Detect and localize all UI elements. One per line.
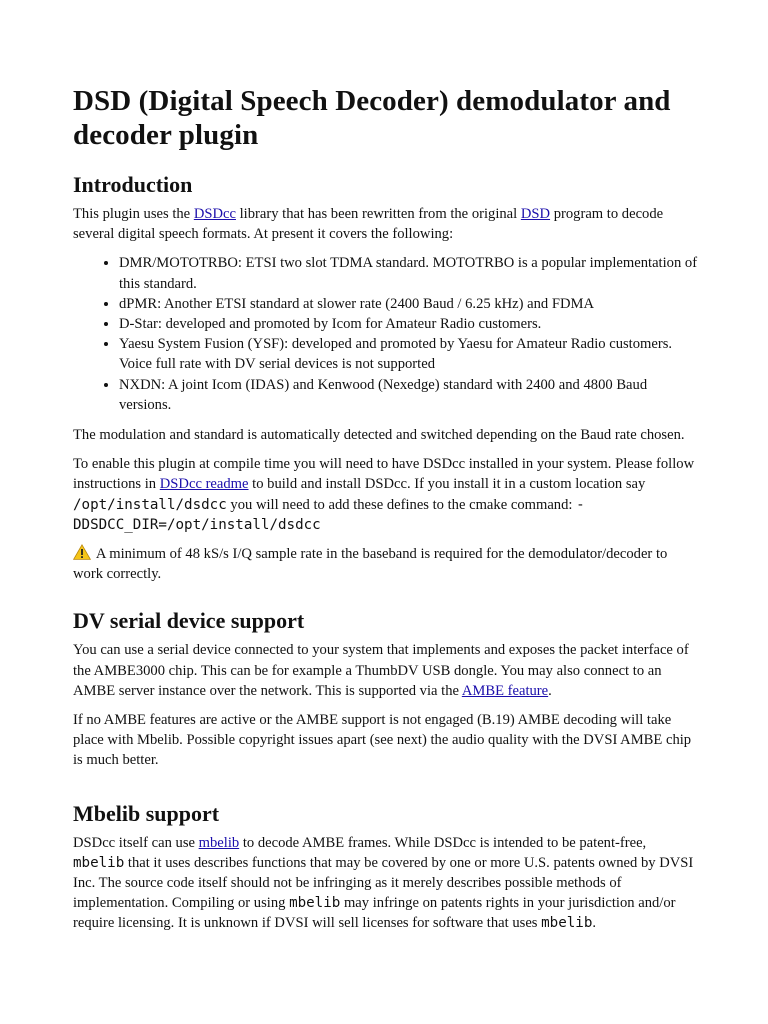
- list-item: • dPMR: Another ETSI standard at slower rate (2400 Baud / 6.25 kHz) and FDMA: [119, 294, 698, 314]
- text: library that has been rewritten from the original: [235, 206, 521, 222]
- mbelib-code: mbelib: [289, 895, 341, 912]
- text: that it uses describes functions that may be covered by one or more U.S. patents owned by DVSI Inc. The source code itself should not be infringing as it merely describes possible methods of implementation. Compiling or using: [73, 854, 694, 912]
- text: to build and install DSDcc. If you install it in a custom location say: [248, 476, 646, 493]
- dsd-link[interactable]: DSD: [520, 206, 551, 222]
- text: may infringe on patents rights in your jurisdiction and/or require licensing. It is unknown if DVSI will sell licenses for software that uses: [73, 895, 676, 932]
- text: To enable this plugin at compile time you will need to have DSDcc installed in your system. Please follow instructions in: [73, 456, 695, 493]
- section-heading-mbelib: Mbelib support: [73, 800, 220, 826]
- install-path-code: /opt/install/dsdcc: [73, 496, 227, 513]
- page-title: DSD (Digital Speech Decoder) demodulator and decoder plugin: [73, 85, 671, 151]
- mbelib-paragraph-1: [73, 833, 698, 934]
- text: .: [548, 682, 552, 699]
- warning-text: A minimum of 48 kS/s I/Q sample rate in the baseband is required for the demodulator/decoder to work correctly.: [73, 546, 668, 583]
- intro-paragraph-2: The modulation and standard is automatically detected and switched depending on the Baud rate chosen.: [73, 427, 685, 444]
- text: You can use a serial device connected to your system that implements and exposes the packet interface of the AMBE3000 chip. This can be for example a ThumbDV USB dongle. You may also connect to an AMBE server instance over the network. This is supported via the: [73, 642, 689, 699]
- warning-icon: [73, 544, 91, 560]
- dsdcc-link[interactable]: DSDcc: [193, 206, 236, 222]
- section-introduction: [73, 172, 698, 584]
- mbelib-code: mbelib: [541, 915, 593, 932]
- list-item: • DMR/MOTOTRBO: ETSI two slot TDMA standard. MOTOTRBO is a popular implementation of this standard.: [119, 253, 698, 293]
- ambe-feature-link[interactable]: AMBE feature: [461, 682, 549, 699]
- list-item: • Yaesu System Fusion (YSF): developed and promoted by Yaesu for Amateur Radio customers. Voice full rate with DV serial devices is not supported: [119, 334, 698, 374]
- text: program to decode several digital speech formats. At present it covers the following:: [73, 206, 664, 243]
- section-dv-serial: [73, 608, 698, 770]
- intro-paragraph-4: [73, 544, 698, 584]
- mbelib-code: mbelib: [73, 854, 125, 871]
- format-list: [73, 253, 698, 415]
- list-item: • D-Star: developed and promoted by Icom for Amateur Radio customers.: [119, 314, 698, 334]
- list-item: • NXDN: A joint Icom (IDAS) and Kenwood (Nexedge) standard with 2400 and 4800 Baud versions.: [119, 375, 698, 415]
- section-heading-introduction: Introduction: [73, 172, 193, 197]
- text: to decode AMBE frames. While DSDcc is intended to be patent-free,: [239, 834, 647, 851]
- dv-paragraph-1: [73, 640, 698, 701]
- intro-paragraph-1: [73, 204, 698, 244]
- document-content: [73, 84, 698, 943]
- dv-paragraph-2: If no AMBE features are active or the AMBE support is not engaged (B.19) AMBE decoding will take place with Mbelib. Possible copyright issues apart (see next) the audio quality with the DVSI AMBE chip is much better.: [73, 712, 692, 769]
- text: .: [592, 915, 597, 932]
- intro-paragraph-3: [73, 454, 698, 535]
- section-heading-dv-serial: DV serial device support: [73, 608, 305, 634]
- mbelib-link[interactable]: mbelib: [198, 834, 240, 851]
- cmake-define-code: -DDSDCC_DIR=/opt/install/dsdcc: [73, 496, 585, 533]
- dsdcc-readme-link[interactable]: DSDcc readme: [159, 476, 249, 493]
- section-mbelib: [73, 801, 698, 934]
- text: This plugin uses the: [73, 206, 194, 222]
- text: DSDcc itself can use: [73, 834, 199, 851]
- text: you will need to add these defines to the cmake command:: [226, 496, 577, 513]
